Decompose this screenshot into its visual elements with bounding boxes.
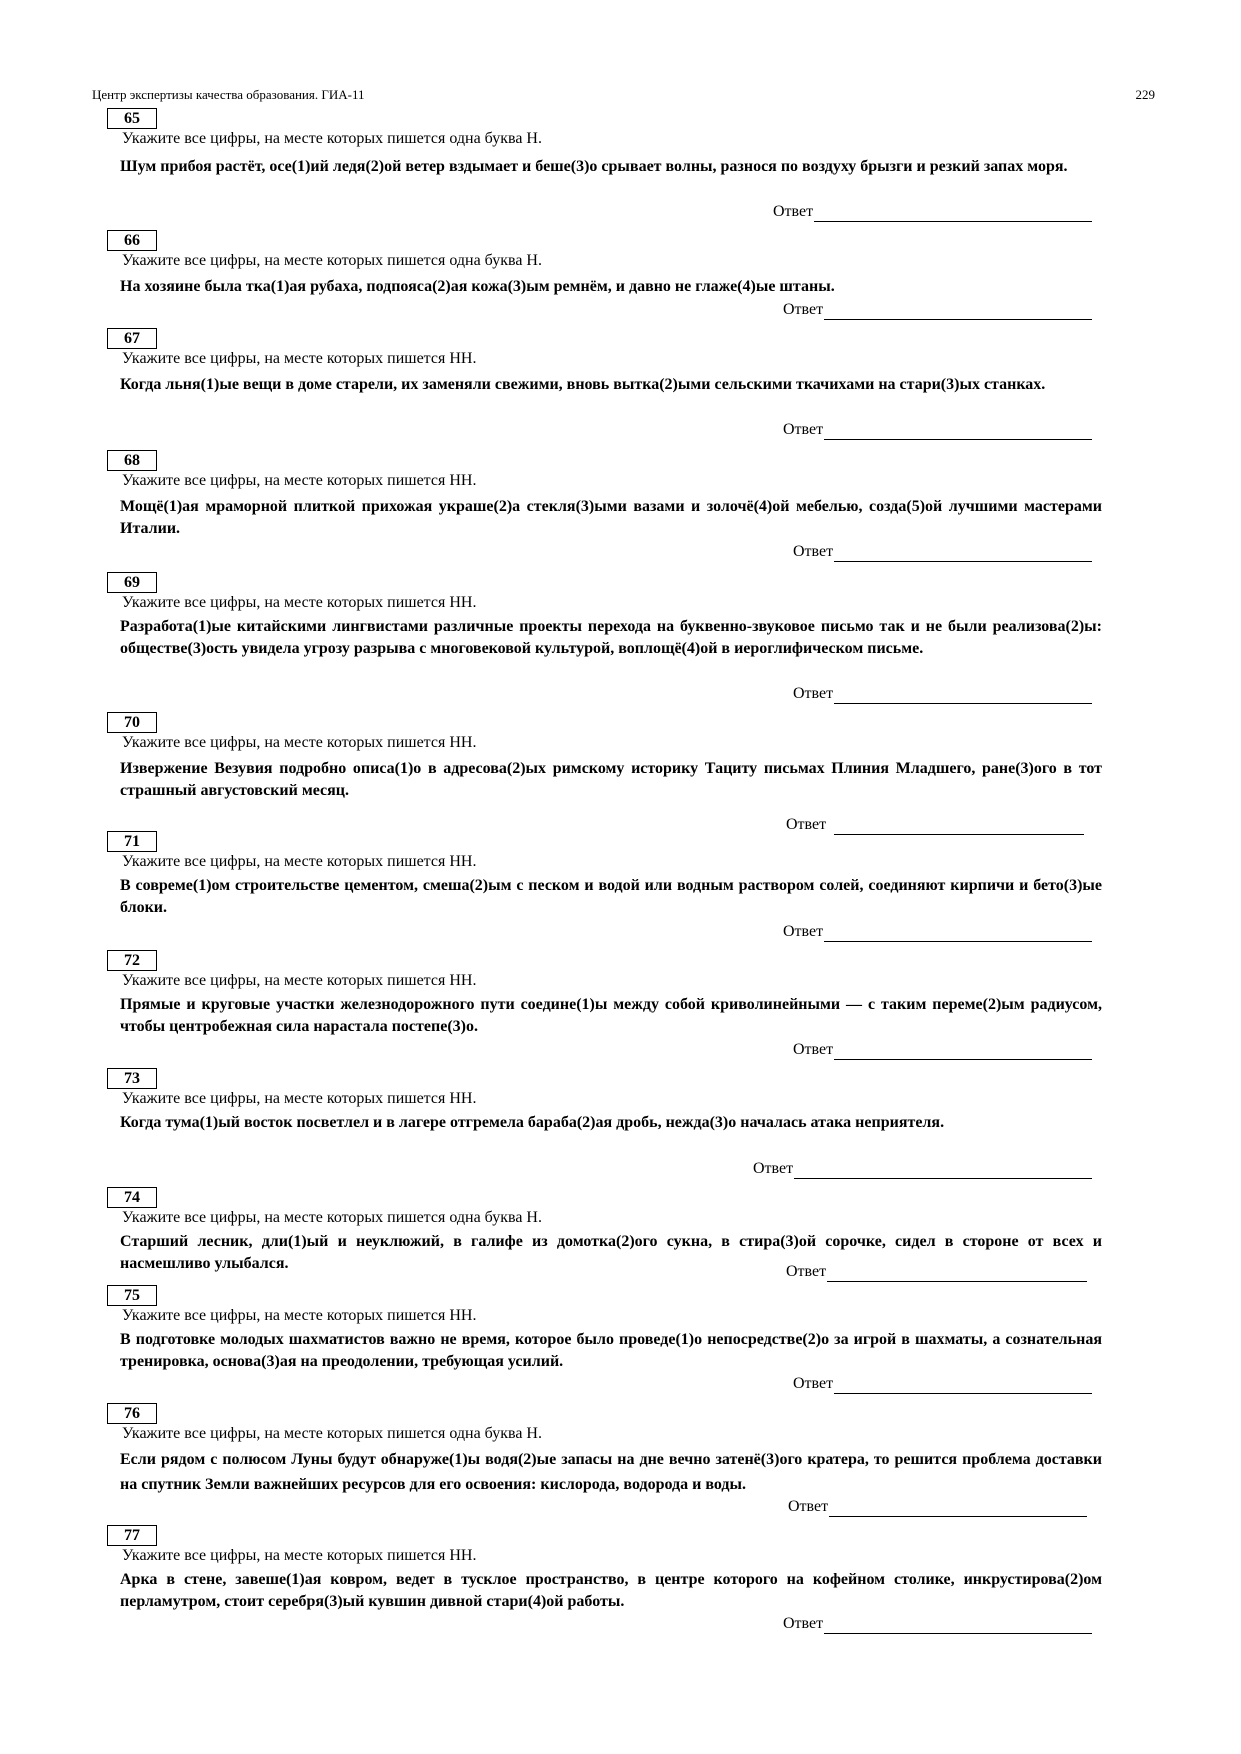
task-number: 66 (107, 230, 157, 251)
task-sentence: Когда тума(1)ый восток посветлел и в лагере отгремела бараба(2)ая дробь, нежда(3)о началась атака неприятеля. (120, 1114, 945, 1131)
task-sentence: Мощё(1)ая мраморной плиткой прихожая украше(2)а стекля(3)ыми вазами и золочё(4)ой мебелью, созда(5)ой лучшими мастерами Италии. (120, 498, 1102, 537)
task-sentence: В совреме(1)ом строительстве цементом, смеша(2)ым с песком и водой или водным раствором солей, соединяют кирпичи и бето(3)ые блоки. (120, 877, 1102, 916)
task-number: 70 (107, 712, 157, 733)
answer-line[interactable] (824, 924, 1092, 942)
header-org: Центр экспертизы качества образования. ГИА-11 (92, 87, 365, 102)
answer-label: Ответ (753, 1160, 794, 1177)
answer-label: Ответ (793, 1041, 834, 1058)
answer-field[interactable] (793, 542, 1092, 562)
answer-line[interactable] (824, 302, 1092, 320)
task-instruction: Укажите все цифры, на месте которых пишется одна буква Н. (122, 1425, 542, 1442)
answer-label: Ответ (783, 301, 824, 318)
answer-field[interactable] (788, 1497, 1087, 1517)
task-number: 68 (107, 450, 157, 471)
task-number: 72 (107, 950, 157, 971)
answer-field[interactable] (783, 300, 1092, 320)
answer-line[interactable] (814, 204, 1092, 222)
task-number: 75 (107, 1285, 157, 1306)
answer-field[interactable] (783, 1614, 1092, 1634)
task-instruction: Укажите все цифры, на месте которых пишется одна буква Н. (122, 130, 542, 147)
answer-field[interactable] (786, 815, 1084, 835)
answer-line[interactable] (834, 686, 1092, 704)
answer-field[interactable] (793, 1374, 1092, 1394)
answer-label: Ответ (783, 1615, 824, 1632)
answer-field[interactable] (753, 1159, 1092, 1179)
answer-field[interactable] (783, 922, 1092, 942)
answer-label: Ответ (793, 685, 834, 702)
task-sentence: На хозяине была тка(1)ая рубаха, подпояса(2)ая кожа(3)ым ремнём, и давно не глаже(4)ые штаны. (120, 278, 835, 295)
task-instruction: Укажите все цифры, на месте которых пишется НН. (122, 972, 477, 989)
answer-line[interactable] (834, 817, 1084, 835)
answer-line[interactable] (834, 1376, 1092, 1394)
answer-label: Ответ (793, 543, 834, 560)
task-instruction: Укажите все цифры, на месте которых пишется НН. (122, 350, 477, 367)
task-number: 65 (107, 108, 157, 129)
task-sentence: В подготовке молодых шахматистов важно не время, которое было проведе(1)о непосредстве(2)о за игрой в шахматы, а сознательная тренировка, основа(3)ая на преодолении, требующая усилий. (120, 1331, 1102, 1370)
task-number: 71 (107, 831, 157, 852)
answer-line[interactable] (827, 1264, 1087, 1282)
answer-label: Ответ (788, 1498, 829, 1515)
task-sentence: Старший лесник, дли(1)ый и неуклюжий, в галифе из домотка(2)ого сукна, в стира(3)ой сорочке, сидел в стороне от всех и насмешливо улыбался. (120, 1233, 1102, 1272)
answer-label: Ответ (786, 816, 827, 833)
task-number: 73 (107, 1068, 157, 1089)
answer-label: Ответ (793, 1375, 834, 1392)
task-instruction: Укажите все цифры, на месте которых пишется НН. (122, 1090, 477, 1107)
answer-field[interactable] (793, 1040, 1092, 1060)
task-instruction: Укажите все цифры, на месте которых пишется НН. (122, 1307, 477, 1324)
task-sentence: Когда льня(1)ые вещи в доме старели, их заменяли свежими, вновь вытка(2)ыми сельскими ткачихами на стари(3)ых станках. (120, 376, 1046, 393)
answer-field[interactable] (793, 684, 1092, 704)
answer-field[interactable] (786, 1262, 1087, 1282)
task-sentence: Шум прибоя растёт, осе(1)ий ледя(2)ой ветер вздымает и беше(3)о срывает волны, разнося по воздуху брызги и резкий запах моря. (120, 158, 1068, 175)
answer-label: Ответ (783, 923, 824, 940)
task-number: 77 (107, 1525, 157, 1546)
page-number: 229 (1135, 87, 1155, 102)
task-instruction: Укажите все цифры, на месте которых пишется НН. (122, 853, 477, 870)
task-number: 74 (107, 1187, 157, 1208)
task-sentence: Если рядом с полюсом Луны будут обнаруже(1)ы водя(2)ые запасы на дне вечно затенё(3)ого кратера, то решится проблема доставки на спутник Земли важнейших ресурсов для его освоения: кислорода, водорода и воды. (120, 1451, 1102, 1493)
answer-line[interactable] (829, 1499, 1087, 1517)
task-instruction: Укажите все цифры, на месте которых пишется НН. (122, 1547, 477, 1564)
answer-label: Ответ (783, 421, 824, 438)
task-sentence: Прямые и круговые участки железнодорожного пути соедине(1)ы между собой криволинейными — с таким переме(2)ым радиусом, чтобы центробежная сила нарастала постепе(3)о. (120, 996, 1102, 1035)
answer-field[interactable] (783, 420, 1092, 440)
task-sentence: Извержение Везувия подробно описа(1)о в адресова(2)ых римскому историку Тациту письмах Плиния Младшего, ране(3)ого в тот страшный августовский месяц. (120, 760, 1102, 799)
task-instruction: Укажите все цифры, на месте которых пишется НН. (122, 734, 477, 751)
answer-line[interactable] (834, 1042, 1092, 1060)
task-number: 76 (107, 1403, 157, 1424)
answer-line[interactable] (824, 422, 1092, 440)
answer-line[interactable] (794, 1161, 1092, 1179)
task-instruction: Укажите все цифры, на месте которых пишется одна буква Н. (122, 1209, 542, 1226)
answer-label: Ответ (786, 1263, 827, 1280)
task-sentence: Арка в стене, завеше(1)ая ковром, ведет в тусклое пространство, в центре которого на кофейном столике, инкрустирова(2)ом перламутром, стоит серебря(3)ый кувшин дивной стари(4)ой работы. (120, 1571, 1102, 1610)
task-sentence: Разработа(1)ые китайскими лингвистами различные проекты перехода на буквенно-звуковое письмо так и не были реализова(2)ы: обществе(3)ость увидела угрозу разрыва с многовековой культурой, воплощё(4)ой в иероглифическом письме. (120, 618, 1102, 657)
task-number: 67 (107, 328, 157, 349)
answer-line[interactable] (834, 544, 1092, 562)
answer-label: Ответ (773, 203, 814, 220)
answer-field[interactable] (773, 202, 1092, 222)
task-instruction: Укажите все цифры, на месте которых пишется НН. (122, 594, 477, 611)
task-instruction: Укажите все цифры, на месте которых пишется НН. (122, 472, 477, 489)
task-number: 69 (107, 572, 157, 593)
task-instruction: Укажите все цифры, на месте которых пишется одна буква Н. (122, 252, 542, 269)
answer-line[interactable] (824, 1616, 1092, 1634)
